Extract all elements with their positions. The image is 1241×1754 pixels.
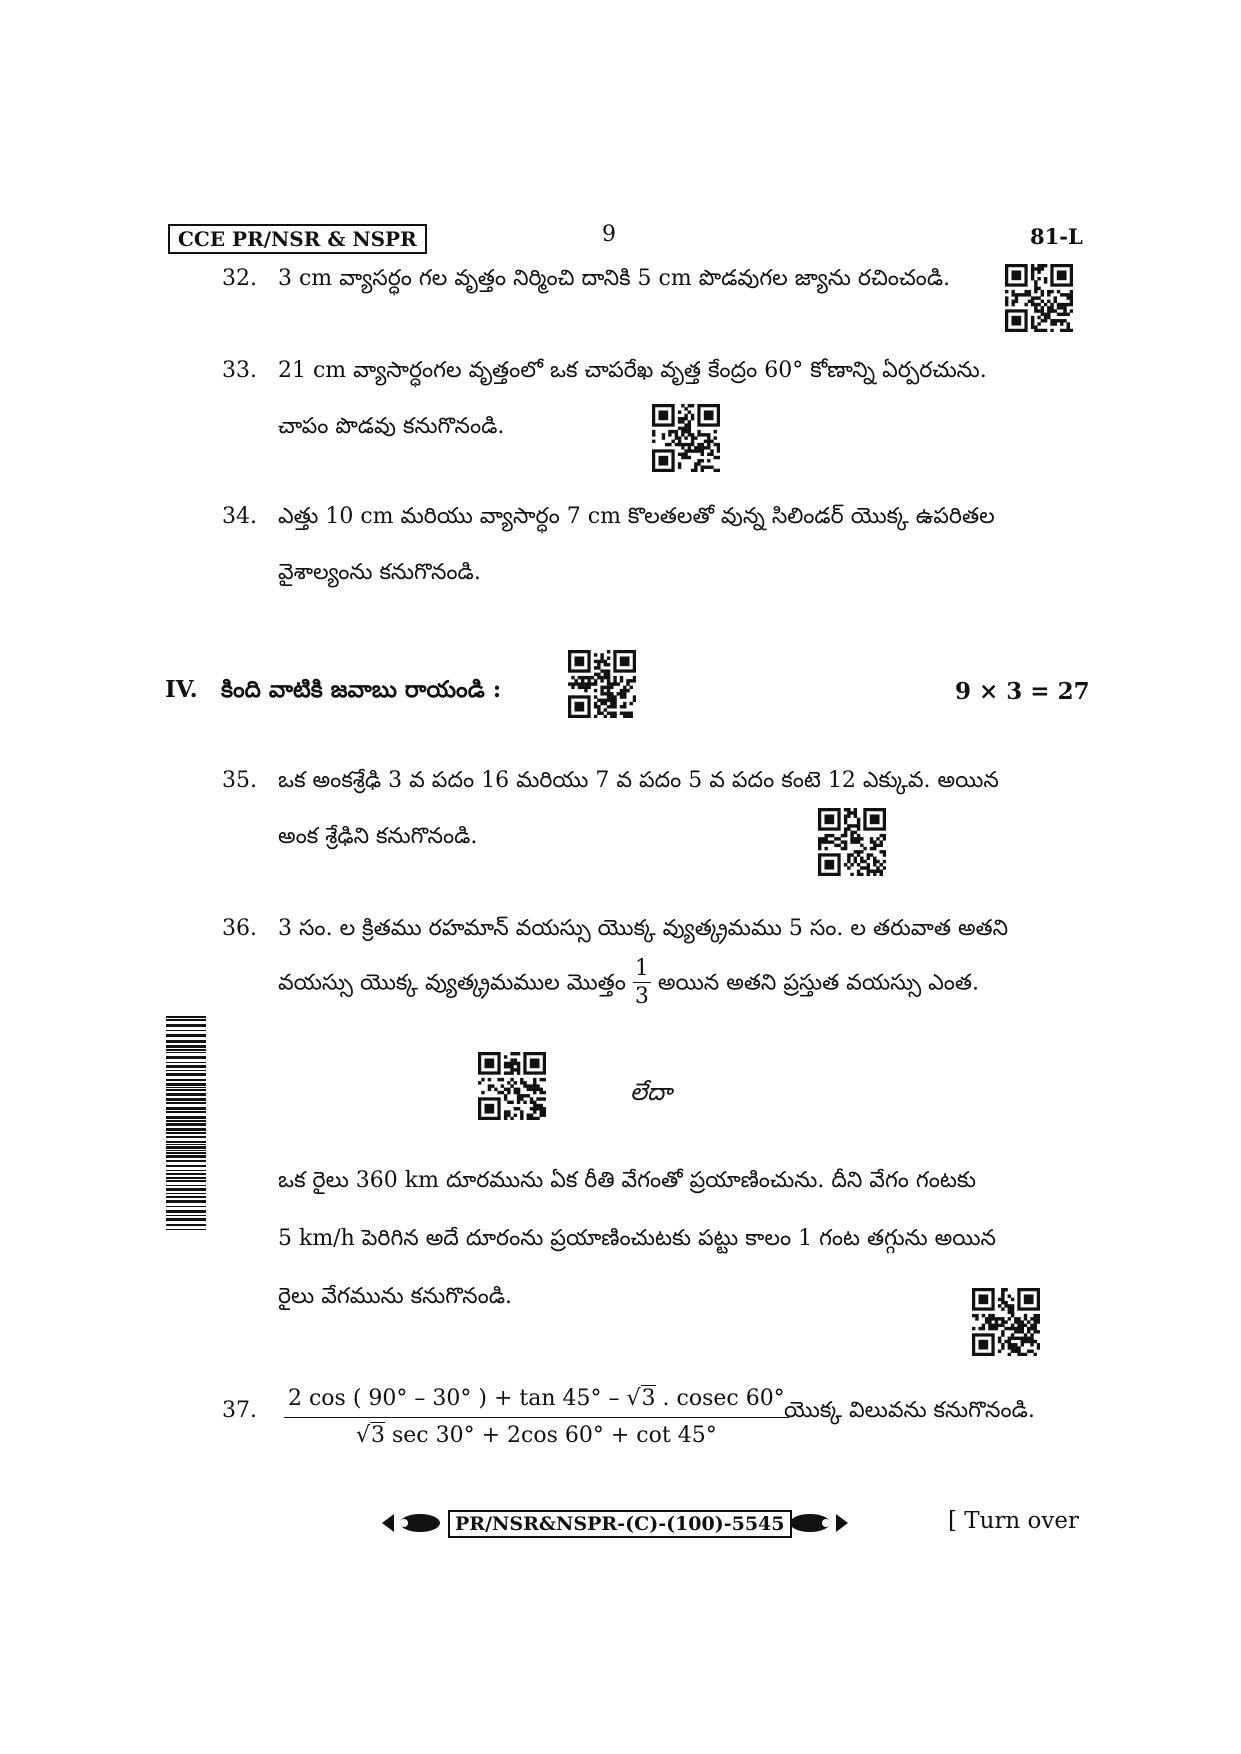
question-34 — [222, 502, 995, 532]
qr-code-icon — [1005, 264, 1073, 332]
question-number: 33. — [222, 358, 257, 383]
question-36-alt-line3: రైలు వేగమును కనుగొనండి. — [278, 1284, 513, 1309]
numerator-part: . cosec 60° — [662, 1386, 785, 1411]
paper-code: 81-L — [1030, 224, 1083, 249]
section-title: కింది వాటికి జవాబు రాయండి : — [221, 676, 502, 703]
section-label: IV. — [165, 676, 198, 703]
sqrt-value: 3 — [371, 1423, 385, 1448]
question-32 — [222, 264, 950, 294]
barcode-icon — [166, 1016, 206, 1230]
question-36 — [222, 914, 1008, 944]
qr-code-icon — [652, 404, 720, 472]
denominator-part: sec 30° + 2cos 60° + cot 45° — [392, 1423, 717, 1448]
question-35-line2: అంక శ్రేఢిని కనుగొనండి. — [278, 824, 478, 849]
qr-code-icon — [478, 1052, 546, 1120]
question-text: 3 సం. ల క్రితము రహమాన్ వయస్సు యొక్క వ్యుత్క్రమము 5 సం. ల తరువాత అతని — [278, 916, 1009, 941]
fraction-one-third — [633, 956, 651, 1011]
section-marks: 9 × 3 = 27 — [955, 678, 1090, 705]
question-text: వయస్సు యొక్క వ్యుత్క్రమముల మొత్తం — [278, 970, 626, 996]
question-33 — [222, 356, 987, 386]
question-35 — [222, 766, 999, 796]
fraction-denominator: 3 — [634, 984, 649, 1009]
qr-code-icon — [818, 808, 886, 876]
question-36-line2 — [278, 956, 979, 1011]
question-36-alt-line2: 5 km/h పెరిగిన అదే దూరంను ప్రయాణించుటకు పట్టు కాలం 1 గంట తగ్గును అయిన — [278, 1226, 996, 1251]
question-number: 34. — [222, 504, 257, 529]
ornament-right-icon — [788, 1512, 850, 1538]
question-number: 35. — [222, 768, 257, 793]
numerator-part: 2 cos ( 90° – 30° ) + tan 45° – — [288, 1386, 620, 1411]
question-text: 21 cm వ్యాసార్ధంగల వృత్తంలో ఒక చాపరేఖ వృత్త కేంద్రం 60° కోణాన్ని ఏర్పరచును. — [278, 358, 987, 383]
question-37-suffix: యొక్క విలువను కనుగొనండి. — [784, 1398, 1035, 1423]
header-code-box: CCE PR/NSR & NSPR — [168, 224, 427, 254]
question-34-line2: వైశాల్యంను కనుగొనండి. — [278, 560, 481, 585]
expression-numerator: 2 cos ( 90° – 30° ) + tan 45° – √3 . cosec 60° — [284, 1384, 789, 1418]
sqrt-value: 3 — [641, 1386, 656, 1411]
expression-denominator: √3 sec 30° + 2cos 60° + cot 45° — [355, 1423, 717, 1448]
question-text: అయిన అతని ప్రస్తుత వయస్సు ఎంత. — [657, 970, 980, 996]
question-number: 36. — [222, 916, 257, 941]
page-number: 9 — [602, 222, 616, 247]
question-number: 32. — [222, 266, 257, 291]
question-33-line2: చాపం పొడవు కనుగొనండి. — [278, 414, 505, 439]
qr-code-icon — [568, 650, 636, 718]
question-36-alt-line1: ఒక రైలు 360 km దూరమును ఏక రీతి వేగంతో ప్రయాణించును. దీని వేగం గంటకు — [278, 1168, 976, 1193]
question-text: 3 cm వ్యాసర్ధం గల వృత్తం నిర్మించి దానికి 5 cm పొడవుగల జ్యాను రచించండి. — [278, 266, 951, 291]
ornament-left-icon — [380, 1512, 442, 1538]
fraction-numerator: 1 — [634, 956, 649, 981]
trig-expression — [284, 1384, 789, 1451]
question-text: ఒక అంకశ్రేఢి 3 వ పదం 16 మరియు 7 వ పదం 5 వ పదం కంటె 12 ఎక్కువ. అయిన — [278, 768, 999, 793]
or-label: లేదా — [630, 1078, 672, 1106]
qr-code-icon — [972, 1288, 1040, 1356]
section-heading — [165, 676, 501, 709]
question-text: ఎత్తు 10 cm మరియు వ్యాసార్ధం 7 cm కొలతలతో వున్న సిలిండర్ యొక్క ఉపరితల — [278, 504, 995, 529]
footer-code-box: PR/NSR&NSPR-(C)-(100)-5545 — [448, 1510, 792, 1538]
question-number-37: 37. — [222, 1398, 257, 1423]
turn-over-label: [ Turn over — [948, 1508, 1080, 1534]
